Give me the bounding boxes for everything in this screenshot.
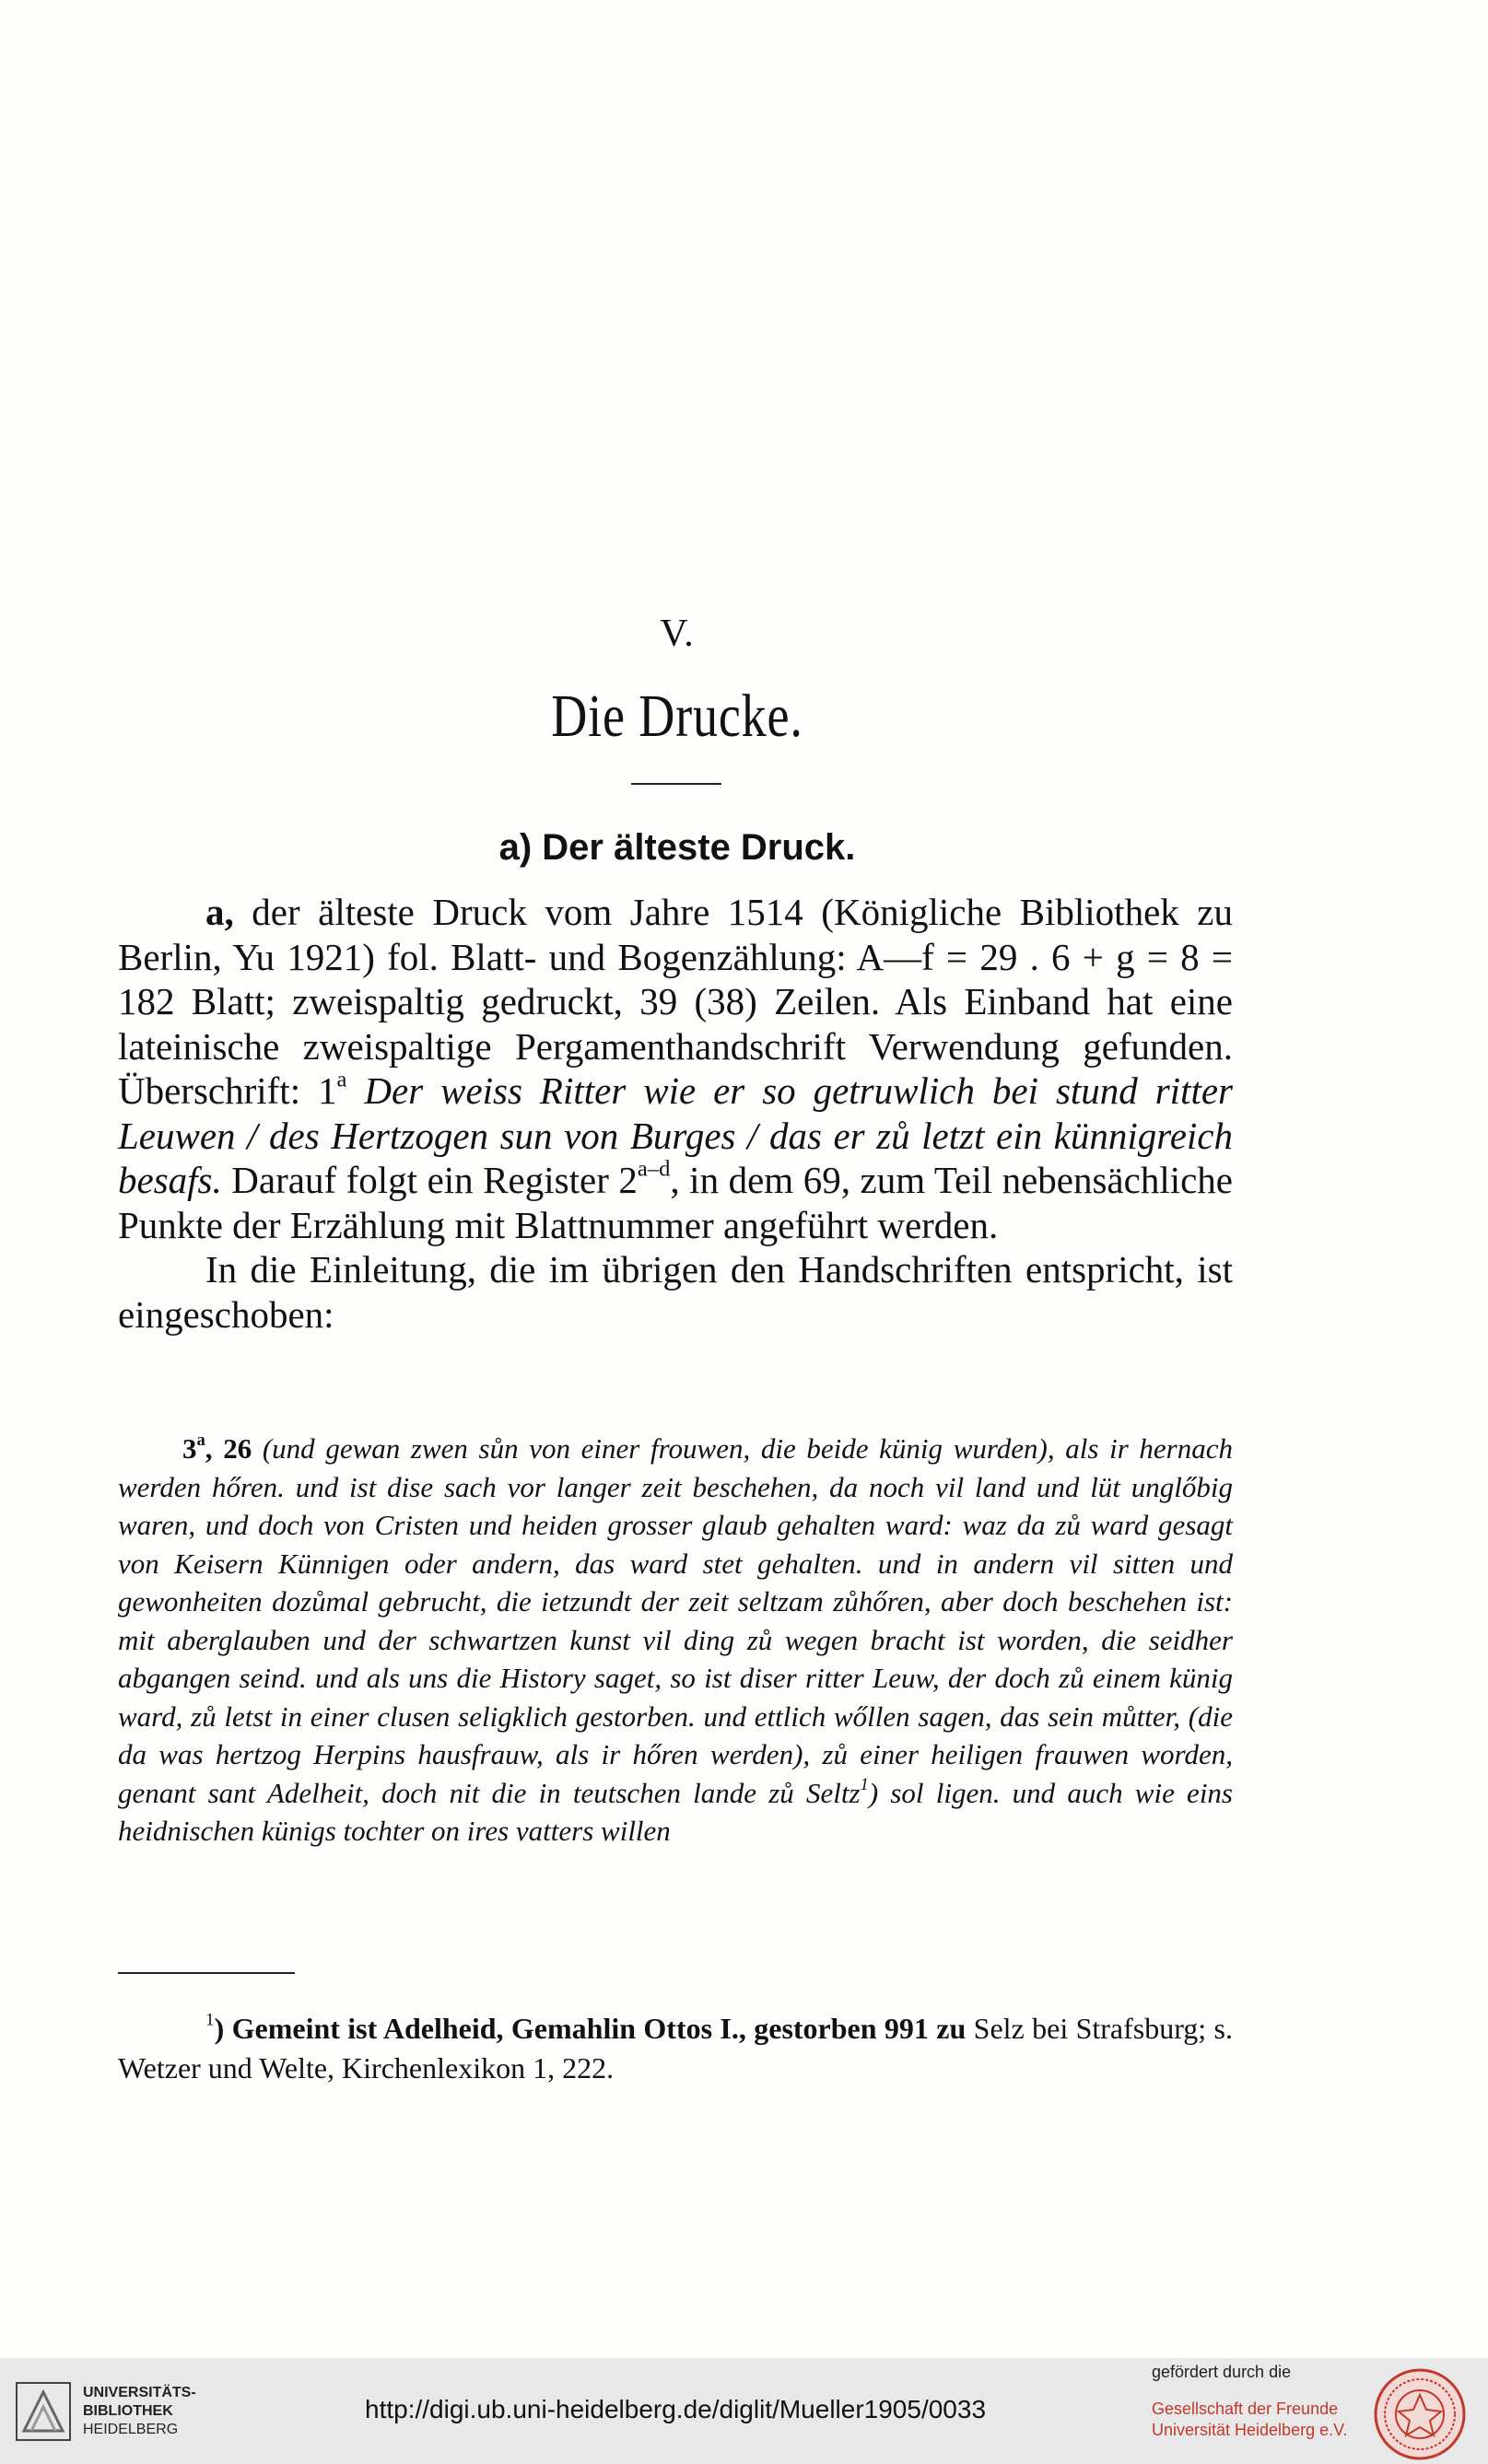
library-name [83, 2384, 196, 2439]
funded-by-text: gefördert durch die [1152, 2363, 1292, 2381]
section-heading: a) Der älteste Druck. [498, 827, 856, 868]
paragraph-text: Darauf folgt ein Register 2 [221, 1159, 638, 1201]
reference-line: , 26 [205, 1432, 252, 1465]
library-line: UNIVERSITÄTS- [83, 2385, 196, 2400]
superscript: a–d [637, 1156, 671, 1182]
superscript: a [336, 1067, 347, 1092]
paragraph-text: der älteste Druck vom Jahre 1514 (Königliche Bibliothek zu Berlin, Yu 1921) fol. Blatt- und Bogenzählung: A—f = 29 . 6 + g = 8 = 182 Blatt; zweispaltig gedruckt, 39 (38) Zeilen. Als Einband hat eine lateinische zweispaltige Pergamenthandschrift Verwendung gefunden. Überschrift: 1 [118, 891, 1233, 1112]
footnote-paragraph [118, 2009, 1233, 2088]
superscript: a [196, 1431, 205, 1451]
paragraph-text [346, 1069, 364, 1112]
footnote-marker[interactable]: 1 [860, 1774, 869, 1794]
reference-leaf: 3 [182, 1432, 197, 1465]
chapter-number: V. [660, 613, 695, 655]
paragraph-text: , in dem 69, zum Teil nebensächliche Punkte der Erzählung mit Blattnummer angeführt werden. [118, 1159, 1233, 1246]
body-text [118, 890, 1233, 1337]
university-seal-icon[interactable] [1373, 2367, 1467, 2461]
society-line: Universität Heidelberg e.V. [1152, 2421, 1348, 2439]
footnote-text: Selz bei Strafsburg; s. Wetzer und Welte, Kirchenlexikon 1, 222. [118, 2012, 1234, 2084]
footnote-bold-text: ) Gemeint ist Adelheid, Gemahlin Ottos I., gestorben 991 zu [214, 2012, 967, 2045]
society-name [1152, 2399, 1347, 2441]
quote-reference [182, 1432, 252, 1465]
title-quote: Der weiss Ritter wie er so getruwlich bei stund ritter Leuwen / des Hertzogen sun von Burges / das er zů letzt ein künnigreich besafs. [118, 1069, 1234, 1201]
quote-text: ) sol ligen. und auch wie eins heidnischen künigs tochter on ires vatters willen [118, 1776, 1233, 1847]
permalink-url[interactable]: http://digi.ub.uni-heidelberg.de/diglit/Mueller1905/0033 [365, 2395, 987, 2423]
quote-paragraph [118, 1430, 1233, 1851]
library-line: HEIDELBERG [83, 2422, 179, 2437]
siglum: a, [205, 891, 234, 933]
footnote [118, 2009, 1233, 2088]
society-line: Gesellschaft der Freunde [1152, 2400, 1339, 2418]
title-divider [631, 783, 721, 785]
university-library-logo-icon[interactable] [15, 2381, 72, 2442]
footnote-divider [118, 1972, 295, 1974]
paragraph-description [118, 890, 1233, 1247]
chapter-title: Die Drucke. [551, 683, 803, 750]
paragraph-intro: In die Einleitung, die im übrigen den Handschriften entspricht, ist eingeschoben: [118, 1248, 1233, 1336]
footnote-number: 1 [205, 2010, 215, 2030]
library-line: BIBLIOTHEK [83, 2403, 173, 2419]
quote-text: (und gewan zwen sůn von einer frouwen, die beide künig wurden), als ir hernach werden hőren. und ist dise sach vor langer zeit beschehen, da noch vil land und lüt unglőbig waren, und doch von Cristen und heiden grosser glaub gehalten ward: waz da zů ward gesagt von Keisern Künnigen oder andern, das ward stet gehalten. und in andern vil sitten und gewonheiten dozůmal gebrucht, die ietzundt der zeit seltzam zůhőren, aber doch beschehen ist: mit aberglauben und der schwartzen kunst vil ding zů wegen bracht ist worden, die seidher abgangen seind. und als uns die History saget, so ist diser ritter Leuw, der doch zů einem künig ward, zů letst in einer clusen seligklich gestorben. und ettlich wőllen sagen, das sein můtter, (die da was hertzog Herpins hausfrauw, als ir hőren werden), zů einer heiligen frauwen worden, genant sant Adelheit, doch nit die in teutschen lande zů Seltz [118, 1432, 1233, 1809]
inserted-passage [118, 1430, 1233, 1851]
